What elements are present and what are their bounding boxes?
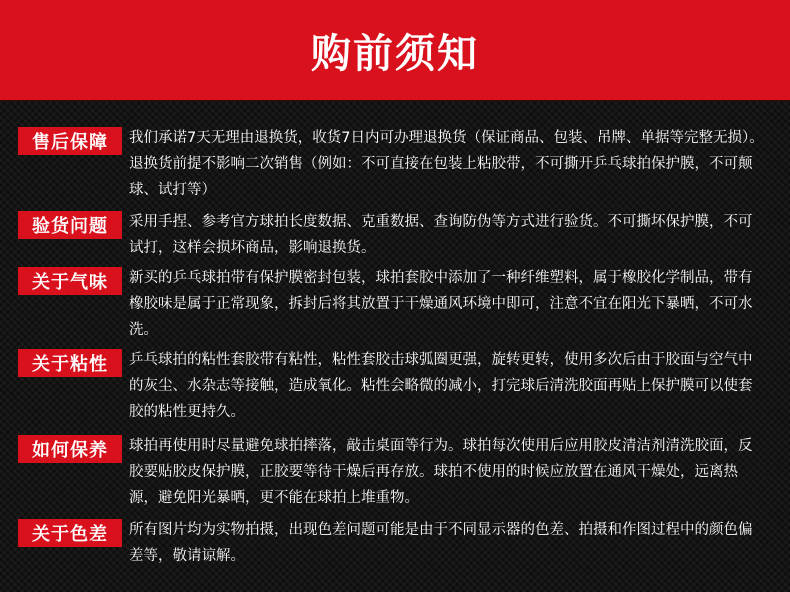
- section-tag: 售后保障: [18, 127, 122, 155]
- section-text: 新买的乒乓球拍带有保护膜密封包装，球拍套胶中添加了一种纤维塑料，属于橡胶化学制品，带有橡胶味是属于正常现象，拆封后将其放置于干燥通风环境中即可，注意不宜在阳光下暴晒，不可水洗。: [129, 270, 753, 338]
- section-text: 所有图片均为实物拍摄，出现色差问题可能是由于不同显示器的色差、拍摄和作图过程中的颜色偏差等，敬请谅解。: [129, 522, 753, 564]
- section-tag: 验货问题: [18, 211, 122, 239]
- section-tag: 关于气味: [18, 267, 122, 295]
- page-title: 购前须知: [311, 30, 479, 77]
- header-banner: [0, 0, 790, 101]
- section-tag: 如何保养: [18, 435, 122, 463]
- section-tag: 关于粘性: [18, 349, 122, 377]
- section-text: 球拍再使用时尽量避免球拍摔落，敲击桌面等行为。球拍每次使用后应用胶皮清洁剂清洗胶面，反胶要贴胶皮保护膜，正胶要等待干燥后再存放。球拍不使用的时候应放置在通风干燥处，远离热源，避免阳光暴晒，更不能在球拍上堆重物。: [129, 438, 753, 506]
- section-text: 乒乓球拍的粘性套胶带有粘性，粘性套胶击球弧圈更强，旋转更转，使用多次后由于胶面与空气中的灰尘、水杂志等接触，造成氧化。粘性会略微的减小，打完球后清洗胶面再贴上保护膜可以使套胶的粘性更持久。: [129, 352, 753, 420]
- section-tag: 关于色差: [18, 519, 122, 547]
- section-text: 我们承诺7天无理由退换货，收货7日内可办理退换货（保证商品、包装、吊牌、单据等完整无损）。退换货前提不影响二次销售（例如：不可直接在包装上粘胶带，不可撕开乒乓球拍保护膜，不可颠球、试打等）: [129, 130, 764, 198]
- section-text: 采用手捏、参考官方球拍长度数据、克重数据、查询防伪等方式进行验货。不可撕坏保护膜，不可试打，这样会损坏商品，影响退换货。: [129, 214, 753, 256]
